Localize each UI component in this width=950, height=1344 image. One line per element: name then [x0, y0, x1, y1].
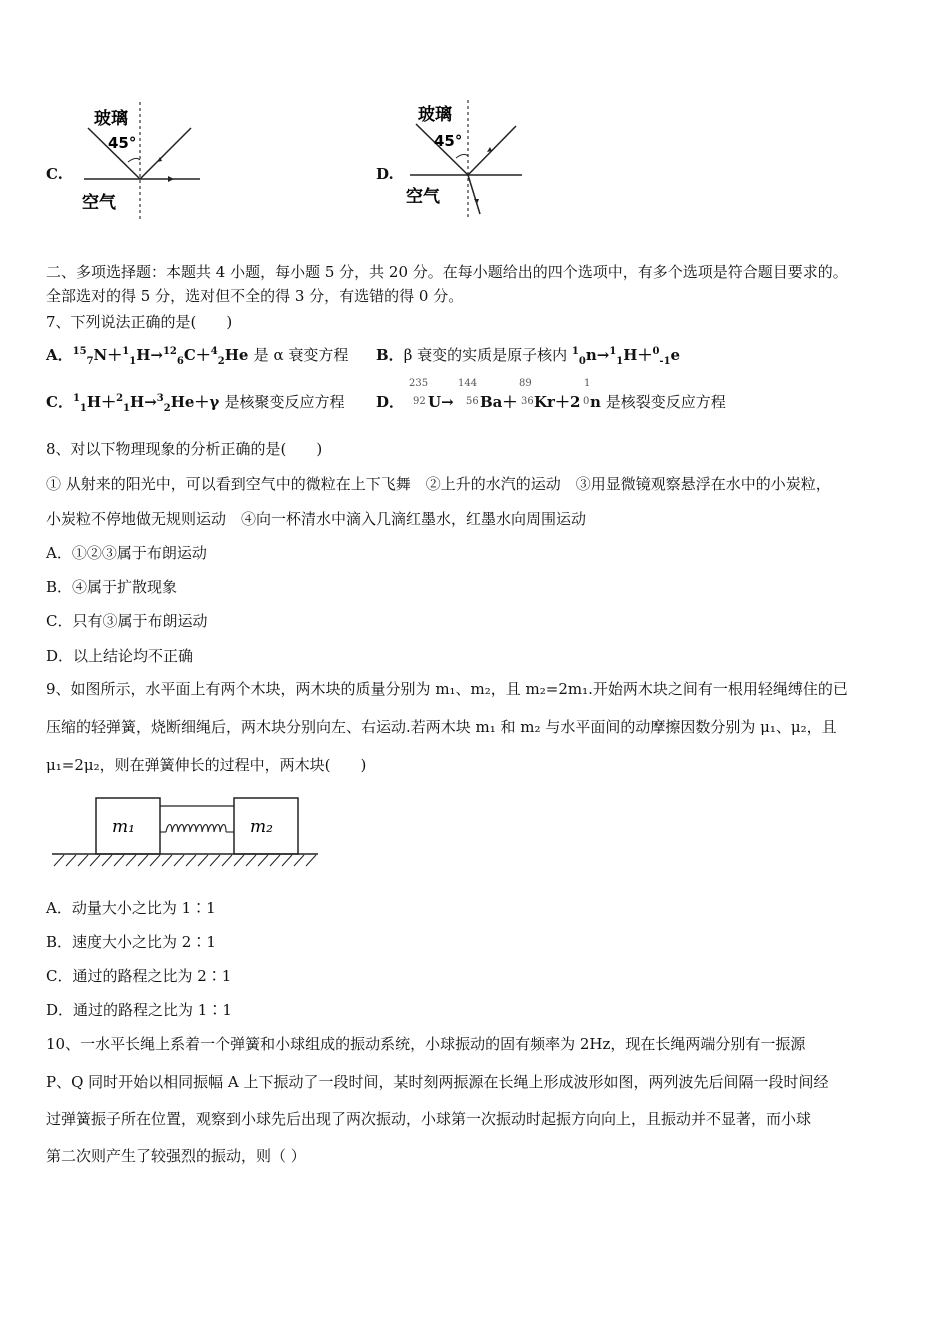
- q7-option-d: [376, 392, 404, 412]
- q8-option-b: B．④属于扩散现象: [46, 578, 178, 596]
- q7-a-tail: 是 α 衰变方程: [253, 346, 349, 364]
- section2-line2: 全部选对的得 5 分，选对但不全的得 3 分，有选错的得 0 分。: [46, 287, 464, 305]
- q7-d-label: D．: [376, 393, 405, 411]
- air-label: 空气: [406, 187, 440, 207]
- q8-line1: ① 从射来的阳光中，可以看到空气中的微粒在上下飞舞 ②上升的水汽的运动 ③用显微镜观察悬浮在水中的小炭粒，: [46, 475, 831, 493]
- q7-d-ba-charge: 56: [466, 396, 479, 407]
- figure-option-d: [402, 96, 532, 221]
- q7-b-label: B．: [376, 346, 404, 364]
- q10-line2: P、Q 同时开始以相同振幅 A 上下振动了一段时间，某时刻两振源在长绳上形成波形如图，两列波先后间隔一段时间经: [46, 1073, 829, 1091]
- q7-option-b: B．β 衰变的实质是原子核内 $^1_0$n→$^1_1$H＋$^0_{-1}$e: [376, 346, 681, 367]
- q7-d-u-mass: 235: [409, 378, 429, 389]
- angle-label: 45°: [434, 132, 463, 150]
- m1-label: m₁: [112, 817, 135, 837]
- q10-line4: 第二次则产生了较强烈的振动，则（ ）: [46, 1147, 306, 1165]
- q9-line3: μ₁=2μ₂，则在弹簧伸长的过程中，两木块( ): [46, 756, 367, 774]
- q7-d-n-mass: 1: [584, 378, 591, 389]
- q7-option-c: C．$^1_1$H＋$^2_1$H→$^3_2$He＋γ 是核聚变反应方程: [46, 393, 345, 414]
- q7-d-n-charge: 0: [583, 396, 590, 407]
- q7-c-label: C．: [46, 393, 73, 411]
- q7-a-label: A．: [46, 346, 73, 364]
- q7-d-kr-charge: 36: [521, 396, 534, 407]
- glass-label: 玻璃: [94, 109, 128, 129]
- option-c-label: C.: [46, 165, 63, 183]
- q8-stem: 8、对以下物理现象的分析正确的是( ): [46, 440, 323, 458]
- figure-blocks-spring: [50, 788, 325, 870]
- q9-option-b: B．速度大小之比为 2∶1: [46, 933, 216, 951]
- q9-line2: 压缩的轻弹簧，烧断细绳后，两木块分别向左、右运动.若两木块 m₁ 和 m₂ 与水平面间的动摩擦因数分别为 μ₁、μ₂，且: [46, 718, 837, 736]
- q7-c-tail: 是核聚变反应方程: [224, 393, 345, 411]
- angle-label: 45°: [108, 134, 137, 152]
- air-label: 空气: [82, 193, 116, 213]
- q7-b-text: β 衰变的实质是原子核内: [403, 346, 572, 364]
- ground-hatch: [54, 855, 316, 866]
- exam-page: C. 玻璃 45° 空气 D. 玻璃 45° 空气 二、多项选择题：本题共 4 小题，每小题 5 分，共 20 分。在每小题给出的四个选项中，有多个选项是符合题目要求的。 全部选对的得 5 分，选对但不全的得 3 分，有选错的得 0 分。 7、下列说法正确的是( ) A．$^{15}_7$N＋$^1_1$H→$^{12}_6$C＋$^4_2$He 是 α 衰变方程 B．β 衰变的实质是原子核内 $^1_0$n→$^1_1$H＋$^0_{-1}$e C．$^1_1$H＋$^2_1$H→$^3_2$He＋γ 是核聚变反应方程 D． 235 92 U→ 144 56 Ba＋ 89 36 Kr＋2 1 0 n 是核裂变反应方程 8、对以下物理现象的分析正确的是( ) ① 从射来的阳光中，可以看到空气中的微粒在上下飞舞 ②上升的水汽的运动 ③用显微镜观察悬浮在水中的小炭粒， 小炭粒不停地做无规则运动 ④向一杯清水中滴入几滴红墨水，红墨水向周围运动 A．①②③属于布朗运动 B．④属于扩散现象 C．只有③属于布朗运动 D．以上结论均不正确 9、如图所示，水平面上有两个木块，两木块的质量分别为 m₁、m₂，且 m₂=2m₁.开始两木块之间有一根用轻绳缚住的已 压缩的轻弹簧，烧断细绳后，两木块分别向左、右运动.若两木块 m₁ 和 m₂ 与水平面间的动摩擦因数分别为 μ₁、μ₂，且 μ₁=2μ₂，则在弹簧伸长的过程中，两木块( ) m₁ m₂ A．动量大小之比为 1∶1 B．速度大小之比为 2∶1 C．通过的路程之比为 2∶1 D．通过的路程之比为 1∶1 10、一水平长绳上系着一个弹簧和小球组成的振动系统，小球振动的固有频率为 2Hz，现在长绳两端分别有一振源 P、Q 同时开始以相同振幅 A 上下振动了一段时间，某时刻两振源在长绳上形成波形如图，两列波先后间隔一段时间经 过弹簧振子所在位置，观察到小球先后出现了两次振动，小球第一次振动时起振方向向上，且振动并不显著，而小球 第二次则产生了较强烈的振动，则（ ）: [0, 0, 950, 1344]
- figure-option-c: [78, 98, 213, 223]
- q7-option-a: A．$^{15}_7$N＋$^1_1$H→$^{12}_6$C＋$^4_2$He 是 α 衰变方程: [46, 346, 349, 367]
- q7-d-kr-mass: 89: [519, 378, 532, 389]
- glass-label: 玻璃: [418, 105, 452, 125]
- q9-line1: 9、如图所示，水平面上有两个木块，两木块的质量分别为 m₁、m₂，且 m₂=2m₁.开始两木块之间有一根用轻绳缚住的已: [46, 680, 848, 698]
- q9-option-d: D．通过的路程之比为 1∶1: [46, 1001, 232, 1019]
- q8-line2: 小炭粒不停地做无规则运动 ④向一杯清水中滴入几滴红墨水，红墨水向周围运动: [46, 510, 587, 528]
- section2-line1: 二、多项选择题：本题共 4 小题，每小题 5 分，共 20 分。在每小题给出的四个选项中，有多个选项是符合题目要求的。: [46, 263, 848, 281]
- q7-d-u-charge: 92: [413, 396, 426, 407]
- q7-d-tail: 是核裂变反应方程: [605, 393, 726, 411]
- q10-line3: 过弹簧振子所在位置，观察到小球先后出现了两次振动，小球第一次振动时起振方向向上，且振动并不显著，而小球: [46, 1110, 812, 1128]
- option-d-label: D.: [376, 165, 394, 183]
- q8-option-a: A．①②③属于布朗运动: [46, 544, 207, 562]
- q7-stem: 7、下列说法正确的是( ): [46, 313, 233, 331]
- q9-option-a: A．动量大小之比为 1∶1: [46, 899, 216, 917]
- q8-option-c: C．只有③属于布朗运动: [46, 612, 208, 630]
- q10-line1: 10、一水平长绳上系着一个弹簧和小球组成的振动系统，小球振动的固有频率为 2Hz，现在长绳两端分别有一振源: [46, 1035, 806, 1053]
- q9-option-c: C．通过的路程之比为 2∶1: [46, 967, 232, 985]
- q8-option-d: D．以上结论均不正确: [46, 647, 194, 665]
- m2-label: m₂: [250, 817, 273, 837]
- q7-d-ba-mass: 144: [458, 378, 478, 389]
